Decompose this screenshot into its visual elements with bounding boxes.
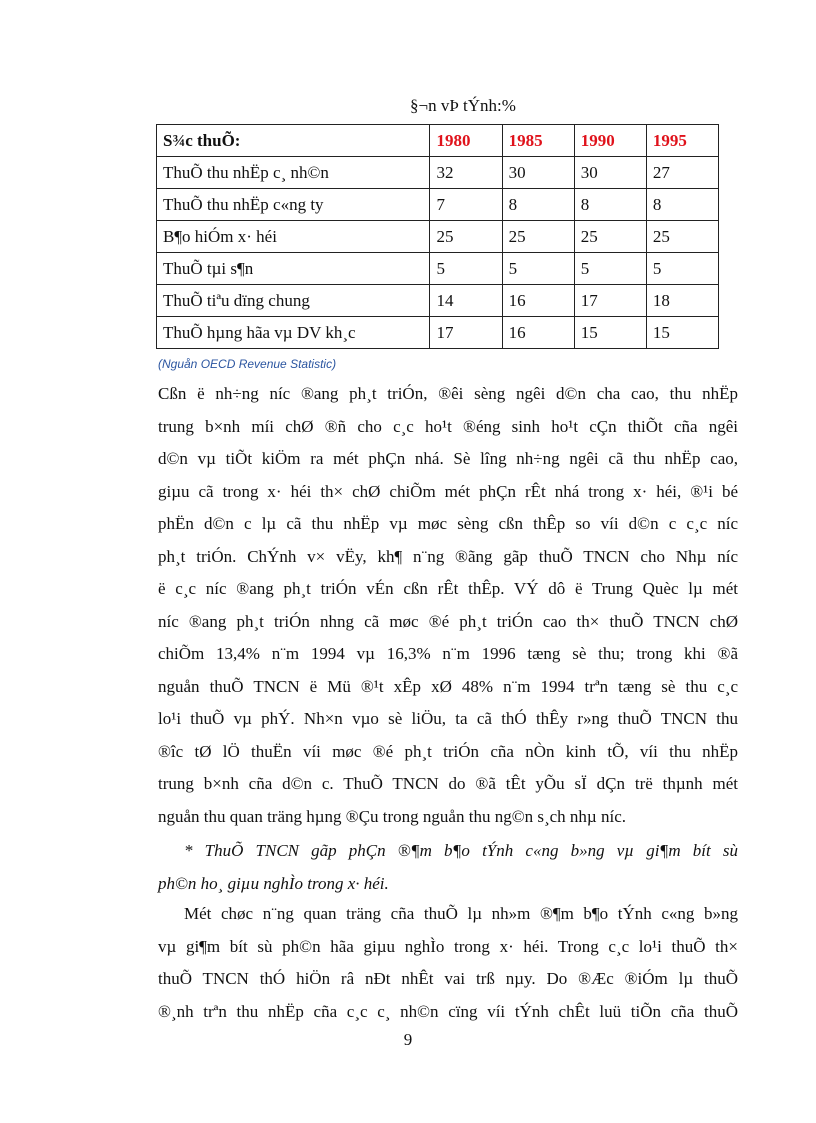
table-cell: 8 xyxy=(574,189,646,221)
row-label: ThuÕ hµng hãa vµ DV kh¸c xyxy=(157,317,430,349)
text-line: ph¸t triÓn. ChÝnh v× vËy, kh¶ n¨ng ®ãng gãp thuÕ TNCN cho Nhµ níc xyxy=(158,546,738,566)
unit-label: §¬n vÞ tÝnh:% xyxy=(410,96,516,115)
text-line: giµu cã trong x· héi th× chØ chiÕm mét phÇn rÊt nhá trong x· héi, ®¹i bé xyxy=(158,481,738,501)
table-row xyxy=(157,157,719,189)
table-row xyxy=(157,253,719,285)
header-year: 1995 xyxy=(646,125,718,157)
table-cell: 14 xyxy=(430,285,502,317)
table-cell: 32 xyxy=(430,157,502,189)
table-cell: 5 xyxy=(502,253,574,285)
row-label: ThuÕ tµi s¶n xyxy=(157,253,430,285)
text-line: * ThuÕ TNCN gãp phÇn ®¶m b¶o tÝnh c«ng b»ng vµ gi¶m bít sù xyxy=(184,841,738,860)
row-label: ThuÕ thu nhËp c¸ nh©n xyxy=(157,157,430,189)
text-line: lo¹i thuÕ vµ phÝ. Nh×n vµo sè liÖu, ta cã thÓ thÊy r»ng thuÕ TNCN thu xyxy=(158,709,738,728)
table-cell: 16 xyxy=(502,285,574,317)
table-cell: 5 xyxy=(574,253,646,285)
table-cell: 5 xyxy=(430,253,502,285)
text-line: trung b×nh míi chØ ®ñ cho c¸c ho¹t ®éng sinh ho¹t cÇn thiÕt cña ngêi xyxy=(158,416,738,436)
table-cell: 15 xyxy=(646,317,718,349)
header-year: 1990 xyxy=(574,125,646,157)
tax-structure-table xyxy=(156,124,719,349)
table-row xyxy=(157,285,719,317)
table-cell: 25 xyxy=(430,221,502,253)
text-line: chiÕm 13,4% n¨m 1994 vµ 16,3% n¨m 1996 tæng sè thu; trong khi ®ã xyxy=(158,644,738,663)
text-line: ®¸nh trªn thu nhËp cña c¸c c¸ nh©n cïng víi tÝnh chÊt luü tiÕn cña thuÕ xyxy=(158,1001,738,1021)
table-cell: 17 xyxy=(574,285,646,317)
row-label: ThuÕ thu nhËp c«ng ty xyxy=(157,189,430,221)
table-cell: 25 xyxy=(574,221,646,253)
body-paragraph-1 xyxy=(158,378,738,833)
table-cell: 30 xyxy=(574,157,646,189)
table-cell: 15 xyxy=(574,317,646,349)
table-row xyxy=(157,189,719,221)
text-line: ®îc tØ lÖ thuËn víi møc ®é ph¸t triÓn cña nÒn kinh tÕ, víi thu nhËp xyxy=(158,741,738,761)
table-cell: 8 xyxy=(502,189,574,221)
table-row xyxy=(157,317,719,349)
header-year: 1980 xyxy=(430,125,502,157)
table-cell: 25 xyxy=(646,221,718,253)
table-cell: 30 xyxy=(502,157,574,189)
text-line: Mét chøc n¨ng quan träng cña thuÕ lµ nh»m ®¶m b¶o tÝnh c«ng b»ng xyxy=(184,904,738,923)
table-header-row xyxy=(157,125,719,157)
row-label: B¶o hiÓm x· héi xyxy=(157,221,430,253)
table-cell: 27 xyxy=(646,157,718,189)
table-cell: 8 xyxy=(646,189,718,221)
source-note: (Nguån OECD Revenue Statistic) xyxy=(158,357,337,371)
text-line: d©n vµ tiÕt kiÖm ra mét phÇn nhá. Sè lîng nh÷ng ngêi cã thu nhËp cao, xyxy=(158,449,738,468)
italic-heading-paragraph xyxy=(158,835,738,900)
table-cell: 5 xyxy=(646,253,718,285)
body-paragraph-3 xyxy=(158,898,738,1028)
text-line: níc ®ang ph¸t triÓn nhng cã møc ®é ph¸t triÓn cao th× thuÕ TNCN chØ xyxy=(158,611,738,631)
table-cell: 25 xyxy=(502,221,574,253)
row-label: ThuÕ tiªu dïng chung xyxy=(157,285,430,317)
header-tax-type: S¾c thuÕ: xyxy=(157,125,430,157)
table-cell: 7 xyxy=(430,189,502,221)
table-cell: 17 xyxy=(430,317,502,349)
text-line: Cßn ë nh÷ng níc ®ang ph¸t triÓn, ®êi sèng ngêi d©n cha cao, thu nhËp xyxy=(158,384,738,403)
text-line: nguån thuÕ TNCN ë Mü ®¹t xÊp xØ 48% n¨m 1994 trªn tæng sè thu c¸c xyxy=(158,676,738,696)
text-line: ph©n ho¸ giµu nghÌo trong x· héi. xyxy=(158,873,389,893)
header-year: 1985 xyxy=(502,125,574,157)
text-line: ë c¸c níc ®ang ph¸t triÓn vÉn cßn rÊt thÊp. VÝ dô ë Trung Quèc lµ mét xyxy=(158,579,738,598)
text-line: thuÕ TNCN thÓ hiÖn râ nÐt nhÊt vai trß nµy. Do ®Æc ®iÓm lµ thuÕ xyxy=(158,969,738,988)
text-line: vµ gi¶m bít sù ph©n hãa giµu nghÌo trong x· héi. Trong c¸c lo¹i thuÕ th× xyxy=(158,936,738,956)
text-line: phËn d©n c lµ cã thu nhËp vµ møc sèng cßn thÊp so víi d©n c c¸c níc xyxy=(158,514,738,533)
page-number: 9 xyxy=(403,1030,413,1049)
table-row xyxy=(157,221,719,253)
table-cell: 18 xyxy=(646,285,718,317)
text-line: nguån thu quan träng hµng ®Çu trong nguån thu ng©n s¸ch nhµ níc. xyxy=(158,806,626,826)
text-line: trung b×nh cña d©n c. ThuÕ TNCN do ®ã tÊt yÕu sÏ dÇn trë thµnh mét xyxy=(158,774,738,793)
table-cell: 16 xyxy=(502,317,574,349)
